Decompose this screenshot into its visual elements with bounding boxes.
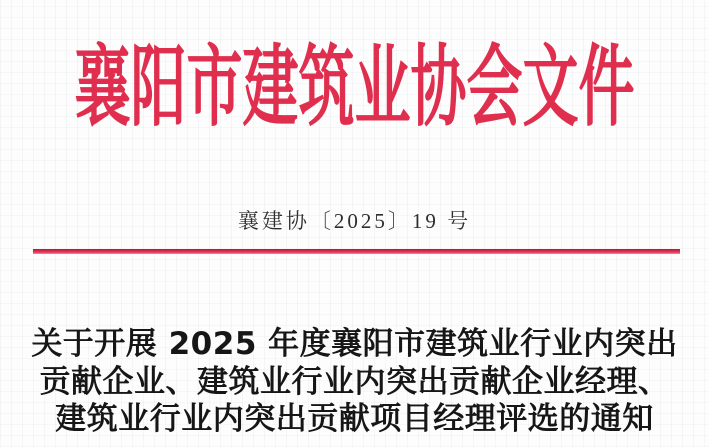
document-reference-number: 襄建协〔2025〕19 号 (237, 209, 472, 233)
notice-title (0, 326, 709, 439)
letterhead-title: 襄阳市建筑业协会文件 (74, 40, 635, 139)
notice-title-line-3: 建筑业行业内突出贡献项目经理评选的通知 (55, 401, 654, 437)
red-divider-rule (33, 249, 680, 254)
notice-title-line-2: 贡献企业、建筑业行业内突出贡献企业经理、 (39, 363, 670, 400)
notice-title-line-1: 关于开展 2025 年度襄阳市建筑业行业内突出 (31, 326, 678, 362)
